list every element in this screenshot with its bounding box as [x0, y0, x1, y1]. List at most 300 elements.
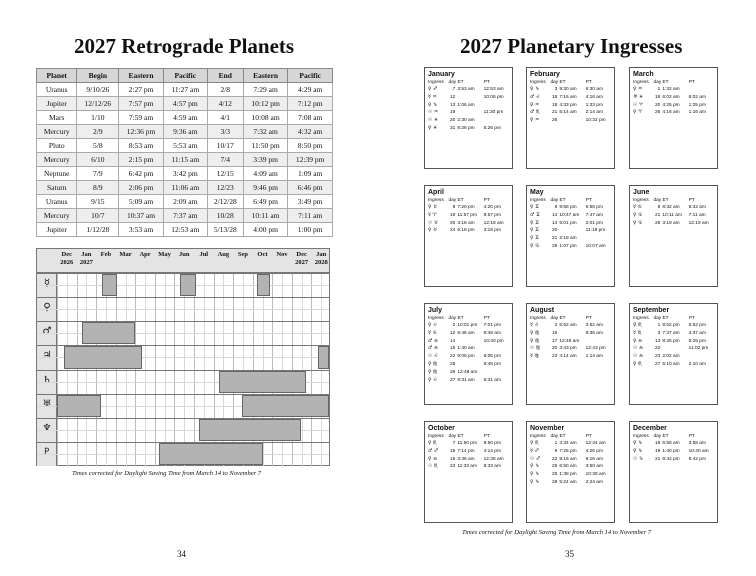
ingress-glyphs: ♀ ♑: [530, 464, 540, 470]
ingress-pt: [586, 235, 611, 243]
ingress-et: 12:48 am: [457, 369, 478, 375]
month-box: [424, 185, 513, 287]
ingress-et: [662, 345, 688, 353]
table-cell: 6/10: [77, 153, 119, 167]
ingress-glyphs: ♂ ♏: [530, 110, 541, 116]
retrograde-bar: [159, 443, 263, 465]
table-cell: 10:11 am: [243, 209, 288, 223]
ingress-glyphs: ☉ ♎: [633, 346, 644, 352]
ingress-day: 1: [657, 323, 661, 328]
ingress-row: [633, 338, 714, 346]
ingress-day: 19: [449, 110, 456, 116]
chart-body: [37, 273, 329, 466]
ingress-et: 11:50 pm: [457, 441, 477, 446]
ingress-glyphs: ♀ ♓: [428, 125, 438, 131]
col-ingress: Ingress: [428, 316, 444, 321]
year-label: 2028: [314, 259, 328, 266]
ingress-et: 5:14 am: [559, 110, 577, 116]
table-cell: 11:06 am: [163, 181, 207, 195]
ingress-glyphs: ☉ ♍: [530, 346, 541, 352]
col-et: ET: [457, 80, 464, 85]
table-cell: 2:06 pm: [119, 181, 164, 195]
ingress-glyphs: ♀ ♑: [530, 472, 540, 478]
planet-glyph: ☿: [43, 278, 51, 290]
ingress-day: 13: [654, 338, 661, 344]
year-label: 2027: [295, 259, 309, 266]
ingress-glyphs: ♀ ♏: [633, 323, 643, 328]
ingress-glyphs: ♀ ♉: [428, 228, 438, 234]
col-ingress: Ingress: [633, 198, 649, 203]
table-cell: 4/12: [207, 97, 243, 111]
ingress-row: [428, 212, 509, 220]
ingress-glyphs: ☉ ♓: [428, 118, 439, 124]
month-label: Jan: [316, 251, 327, 258]
ingress-day: 7: [452, 441, 456, 446]
month-header: [214, 249, 234, 273]
ingress-day: 16: [551, 330, 558, 336]
month-header: [135, 249, 155, 273]
ingress-day: 14: [551, 220, 558, 226]
ingress-day: 18: [654, 94, 661, 100]
ingress-et: 7:14 pm: [457, 448, 475, 454]
ingress-glyphs: ♂ ♌: [530, 94, 541, 100]
ingress-day: 29: [551, 479, 558, 485]
month-title: February: [530, 71, 560, 78]
col-pt: PT: [483, 80, 490, 85]
col-day: day: [550, 434, 559, 439]
ingress-glyphs: ♀ ♋: [633, 220, 643, 226]
ingress-row: [530, 220, 611, 228]
box-header: [633, 433, 714, 440]
table-cell: 8/9: [77, 181, 119, 195]
ingress-glyphs: ♀ ♍: [530, 338, 540, 344]
ingress-pt: 7:47 am: [585, 212, 603, 218]
col-et: ET: [662, 198, 669, 203]
right-page: [378, 0, 756, 576]
col-et: ET: [457, 434, 464, 439]
table-row: [37, 111, 333, 125]
month-box: [629, 421, 718, 523]
retrograde-bar: [199, 419, 301, 441]
table-cell: 2:27 pm: [119, 83, 164, 97]
ingress-glyphs: ☉ ♈: [633, 102, 644, 108]
table-cell: 8:50 pm: [288, 139, 333, 153]
col-day: day: [653, 198, 662, 203]
ingress-et: 6:02 am: [662, 94, 680, 100]
ingress-row: [530, 463, 611, 471]
ingress-row: [530, 479, 611, 487]
table-body: [37, 83, 333, 237]
ingress-glyphs: ♀ ♈: [633, 110, 643, 116]
month-label: Dec: [61, 251, 73, 258]
ingress-et: 7:16 am: [559, 94, 577, 100]
ingress-day: 21: [654, 456, 661, 462]
ingress-glyphs: ☉ ♌: [428, 354, 439, 360]
ingress-glyphs: ♅ ♓: [633, 94, 644, 100]
ingress-et: 1:40 am: [457, 346, 475, 352]
table-cell: 7:37 am: [163, 209, 207, 223]
ingress-row: [428, 86, 509, 94]
table-cell: 2/12/28: [207, 195, 243, 209]
planet-glyph: ♅: [42, 398, 52, 410]
month-label: Dec: [296, 251, 307, 258]
month-header: [272, 249, 292, 273]
table-cell: 7:32 am: [243, 125, 288, 139]
month-header: [194, 249, 214, 273]
planet-glyph: ♃: [42, 350, 52, 362]
ingress-day: 17: [551, 338, 558, 344]
ingress-pt: [689, 353, 714, 361]
col-day: day: [448, 198, 457, 203]
ingress-pt: 9:48 pm: [483, 361, 501, 367]
ingress-day: 1: [554, 441, 558, 446]
box-header: [428, 197, 509, 204]
ingress-et: 2:30 am: [457, 118, 475, 124]
ingress-row: [633, 212, 714, 220]
ingress-day: 13: [449, 102, 456, 108]
ingress-pt: 3:18 pm: [483, 228, 501, 234]
ingress-et: [559, 227, 585, 235]
ingress-row: [633, 109, 714, 117]
table-header-row: [37, 69, 333, 83]
table-cell: 12:53 am: [163, 223, 207, 237]
footnote: Times corrected for Daylight Saving Time from March 14 to November 7: [72, 470, 262, 477]
table-row: [37, 97, 333, 111]
ingress-et: [457, 109, 483, 117]
retrograde-bar: [82, 322, 135, 344]
table-cell: Mercury: [37, 153, 77, 167]
ingress-row: [633, 204, 714, 212]
column-header: Pacific: [288, 69, 333, 83]
month-box: [629, 303, 718, 405]
ingress-row: [428, 338, 509, 346]
col-ingress: Ingress: [428, 434, 444, 439]
table-row: [37, 223, 333, 237]
ingress-et: 6:50 am: [559, 464, 577, 470]
col-day: day: [653, 316, 662, 321]
ingress-pt: 6:52 pm: [688, 323, 706, 328]
ingress-pt: 5:31 am: [483, 377, 501, 383]
ingress-row: [530, 353, 611, 361]
ingress-pt: 2:14 am: [585, 110, 603, 116]
ingress-glyphs: ♀ ♒: [633, 87, 643, 92]
ingress-pt: 12:36 am: [483, 456, 504, 462]
ingress-et: 1:07 pm: [559, 243, 577, 249]
ingress-et: 6:52 am: [559, 323, 577, 328]
ingress-pt: 2:24 am: [585, 479, 603, 485]
table-cell: 10:08 am: [243, 111, 288, 125]
ingress-et: 7:26 pm: [559, 448, 577, 454]
month-box: [526, 67, 615, 169]
ingress-et: 1:38 pm: [559, 472, 577, 478]
ingress-pt: 6:30 am: [585, 87, 603, 92]
ingress-row: [530, 456, 611, 464]
ingress-pt: 10:38 am: [585, 472, 606, 478]
table-cell: 5:09 am: [119, 195, 164, 209]
ingress-pt: 10:32 pm: [585, 118, 606, 124]
ingress-et: [457, 94, 483, 102]
ingress-pt: 6:58 pm: [585, 205, 603, 210]
ingress-et: 9:16 am: [559, 456, 577, 462]
ingress-row: [530, 471, 611, 479]
table-cell: 3:53 am: [119, 223, 164, 237]
ingress-pt: [586, 338, 611, 346]
ingress-row: [530, 338, 611, 346]
table-cell: 11:50 pm: [243, 139, 288, 153]
col-et: ET: [457, 316, 464, 321]
month-header: [57, 249, 77, 273]
table-cell: 4:00 pm: [243, 223, 288, 237]
retrograde-bar: [318, 346, 329, 368]
table-cell: 7:11 am: [288, 209, 333, 223]
month-label: Aug: [217, 251, 230, 258]
ingress-et: 3:34 am: [559, 441, 577, 446]
col-et: ET: [662, 80, 669, 85]
table-cell: 10/7: [77, 209, 119, 223]
table-cell: Jupiter: [37, 223, 77, 237]
ingress-pt: 10:07 am: [585, 243, 606, 249]
box-header: [428, 433, 509, 440]
table-cell: 4:57 pm: [163, 97, 207, 111]
table-cell: 10:37 am: [119, 209, 164, 223]
ingress-pt: 4:20 pm: [483, 205, 501, 210]
ingress-pt: 1:14 am: [585, 354, 603, 360]
ingress-glyphs: ♀ ♏: [428, 441, 438, 446]
column-header: Eastern: [119, 69, 164, 83]
table-cell: 7:08 am: [288, 111, 333, 125]
table-cell: 4:29 am: [288, 83, 333, 97]
col-et: ET: [559, 316, 566, 321]
ingress-et: 6:18 pm: [457, 228, 475, 234]
ingress-pt: 8:50 pm: [483, 441, 501, 446]
ingress-pt: 12:43 pm: [585, 346, 606, 352]
ingress-et: 5:24 am: [559, 479, 577, 485]
page-title: 2027 Retrograde Planets: [74, 34, 295, 58]
ingress-pt: 6:48 am: [483, 330, 501, 336]
retrograde-chart: [36, 248, 330, 466]
ingress-et: 5:10 am: [662, 361, 680, 367]
ingress-row: [633, 330, 714, 338]
table-cell: 8:53 am: [119, 139, 164, 153]
ingress-et: 8:25 pm: [662, 338, 680, 344]
ingress-glyphs: ☿ ♋: [428, 330, 437, 336]
ingress-pt: 7:01 pm: [483, 323, 501, 328]
ingress-day: 9: [554, 448, 558, 454]
ingress-pt: 3:50 am: [585, 464, 603, 470]
ingress-glyphs: ♂ ♊: [530, 212, 541, 218]
table-cell: 12/15: [207, 167, 243, 181]
col-ingress: Ingress: [530, 316, 546, 321]
page-number: 35: [565, 549, 574, 559]
table-cell: 3/3: [207, 125, 243, 139]
ingress-et: 10:47 am: [559, 212, 580, 218]
table-cell: Pluto: [37, 139, 77, 153]
ingress-day: 1: [657, 87, 661, 92]
ingress-day: 21: [654, 212, 661, 218]
ingress-pt: 12:53 am: [483, 87, 504, 92]
ingress-glyphs: ☿ ♒: [428, 94, 437, 100]
table-cell: 5/13/28: [207, 223, 243, 237]
ingress-glyphs: ♀ ♑: [633, 441, 643, 446]
table-cell: Mars: [37, 111, 77, 125]
ingress-et: 9:05 pm: [457, 354, 475, 360]
table-row: [37, 125, 333, 139]
ingress-et: [457, 361, 483, 369]
col-pt: PT: [483, 434, 490, 439]
col-ingress: Ingress: [530, 80, 546, 85]
ingress-pt: 1:16 am: [688, 110, 706, 116]
planet-glyph: ♆: [42, 422, 52, 434]
ingress-glyphs: ☉ ♒: [428, 110, 439, 116]
ingress-row: [428, 220, 509, 228]
ingress-day: 26: [654, 220, 661, 226]
retrograde-bar: [242, 395, 329, 417]
ingress-et: 9:42 pm: [662, 456, 680, 462]
ingress-pt: 4:26 pm: [585, 448, 603, 454]
row-gridline: [37, 297, 329, 298]
ingress-day: 2: [554, 323, 558, 328]
ingress-glyphs: ♀ ♏: [530, 441, 540, 446]
box-header: [633, 79, 714, 86]
table-cell: 3:39 pm: [243, 153, 288, 167]
ingress-row: [530, 212, 611, 220]
ingress-day: 26: [551, 118, 558, 124]
col-day: day: [448, 80, 457, 85]
col-day: day: [550, 80, 559, 85]
ingress-row: [428, 322, 509, 330]
ingress-day: 14: [449, 338, 456, 344]
ingress-pt: 8:57 pm: [483, 212, 501, 218]
ingress-glyphs: ♀ ♑: [530, 87, 540, 92]
ingress-et: 8:31 am: [457, 377, 475, 383]
ingress-row: [633, 220, 714, 228]
ingress-et: 2:02 am: [662, 354, 680, 360]
ingress-day: 22: [449, 354, 456, 360]
table-cell: 1:00 pm: [288, 223, 333, 237]
ingress-et: 8:32 am: [662, 205, 680, 210]
table-cell: 9/10/26: [77, 83, 119, 97]
col-pt: PT: [585, 198, 592, 203]
ingress-row: [530, 109, 611, 117]
ingress-row: [428, 361, 509, 369]
month-box: [526, 185, 615, 287]
ingress-glyphs: ☿ ♌: [530, 323, 539, 328]
table-cell: 9/15: [77, 195, 119, 209]
col-day: day: [448, 316, 457, 321]
ingress-day: 12: [449, 330, 456, 336]
month-header: [174, 249, 194, 273]
ingress-row: [428, 448, 509, 456]
ingress-glyphs: ☉ ♏: [428, 464, 439, 470]
retrograde-bar: [64, 346, 143, 368]
ingress-glyphs: ♀ ♑: [428, 102, 438, 108]
ingress-et: 4:14 am: [559, 354, 577, 360]
ingress-glyphs: ♀ ♍: [530, 330, 540, 336]
table-cell: Uranus: [37, 83, 77, 97]
col-day: day: [653, 434, 662, 439]
ingress-glyphs: ☉ ♐: [530, 456, 541, 462]
ingress-row: [530, 117, 611, 125]
ingress-row: [633, 322, 714, 330]
ingress-pt: 12:19 am: [688, 220, 709, 226]
minor-gridline: [37, 333, 329, 334]
table-cell: 6:42 pm: [119, 167, 164, 181]
month-header: [77, 249, 97, 273]
col-day: day: [653, 80, 662, 85]
ingress-row: [530, 94, 611, 102]
ingress-day: 15: [449, 346, 456, 352]
col-ingress: Ingress: [530, 198, 546, 203]
table-cell: 7/4: [207, 153, 243, 167]
month-label: Mar: [119, 251, 132, 258]
month-label: Oct: [257, 251, 268, 258]
ingress-glyphs: ♀ ♐: [428, 87, 438, 92]
ingress-pt: 1:33 pm: [585, 102, 603, 108]
month-box: [424, 303, 513, 405]
month-header: [292, 249, 312, 273]
col-pt: PT: [483, 198, 490, 203]
col-ingress: Ingress: [633, 80, 649, 85]
ingress-day: 7: [452, 87, 456, 92]
table-cell: 5:53 am: [163, 139, 207, 153]
month-box: [629, 67, 718, 169]
month-title: August: [530, 307, 555, 314]
col-et: ET: [559, 80, 566, 85]
col-pt: PT: [585, 316, 592, 321]
col-ingress: Ingress: [633, 434, 649, 439]
ingress-glyphs: ♀ ♊: [530, 220, 540, 226]
ingress-day: 27: [654, 361, 661, 367]
ingress-glyphs: ☉ ♉: [428, 220, 439, 226]
ingress-glyphs: ♀ ♒: [530, 102, 540, 108]
column-header: Eastern: [243, 69, 288, 83]
table-cell: 4:59 am: [163, 111, 207, 125]
box-header: [633, 197, 714, 204]
col-pt: PT: [688, 316, 695, 321]
ingress-glyphs: ☿ ♋: [633, 205, 642, 210]
table-cell: 4:09 am: [243, 167, 288, 181]
ingress-row: [530, 243, 611, 251]
ingress-glyphs: ☿ ♐: [530, 448, 539, 454]
col-pt: PT: [688, 80, 695, 85]
ingress-day: 14: [551, 212, 558, 218]
box-header: [428, 79, 509, 86]
box-header: [633, 315, 714, 322]
ingress-row: [428, 463, 509, 471]
ingress-glyphs: ♀ ♎: [428, 456, 438, 462]
ingress-day: 12: [449, 94, 456, 100]
ingress-day: 24: [449, 228, 456, 234]
ingress-et: 10:11 am: [662, 212, 682, 218]
month-title: September: [633, 307, 670, 314]
ingress-row: [633, 456, 714, 464]
table-cell: 2:15 pm: [119, 153, 164, 167]
column-header: Pacific: [163, 69, 207, 83]
ingress-pt: 3:58 am: [688, 441, 706, 446]
ingress-pt: [689, 86, 714, 94]
col-et: ET: [559, 434, 566, 439]
ingress-et: 1:32 am: [662, 87, 680, 92]
table-cell: 5/8: [77, 139, 119, 153]
table-cell: 9:46 pm: [243, 181, 288, 195]
ingress-pt: 10:40 pm: [483, 338, 504, 344]
table-cell: 9:36 am: [163, 125, 207, 139]
ingress-row: [530, 235, 611, 243]
column-header: Planet: [37, 69, 77, 83]
ingress-et: 7:20 pm: [457, 205, 475, 210]
month-label: Feb: [100, 251, 112, 258]
ingress-et: [457, 338, 483, 346]
